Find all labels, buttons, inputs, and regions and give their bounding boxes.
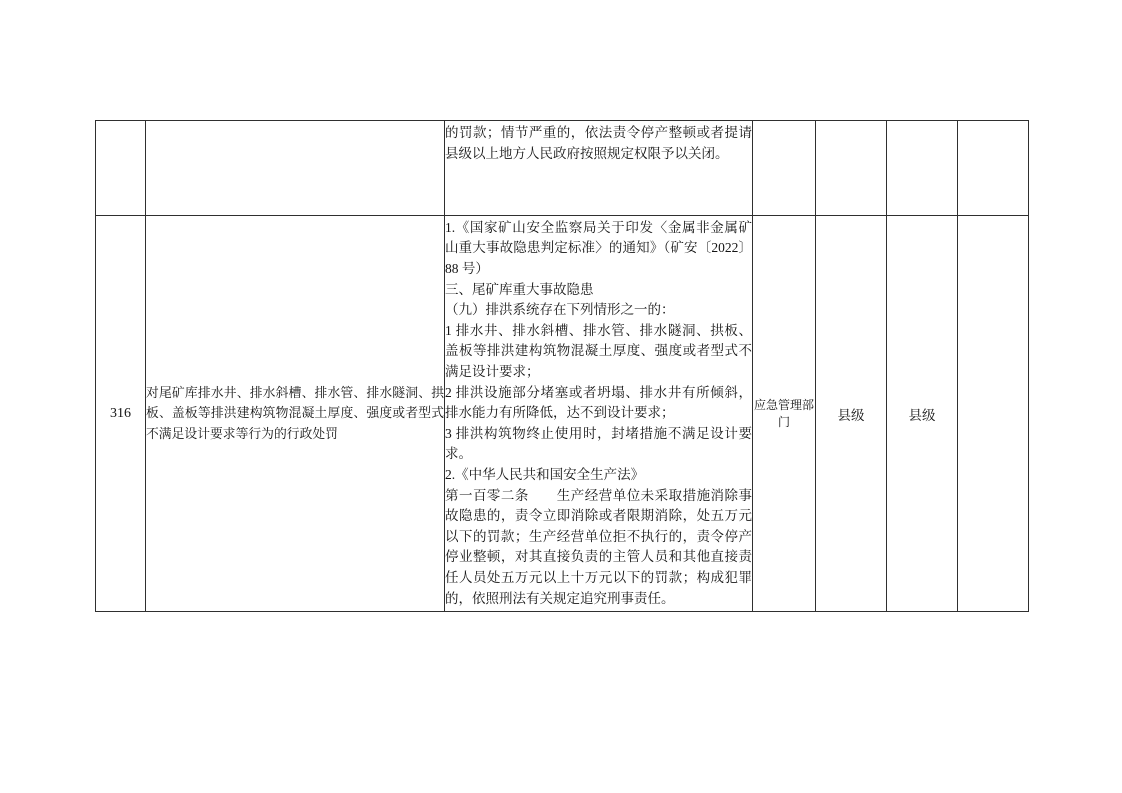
cell-level-a (816, 121, 887, 216)
cell-department: 应急管理部门 (753, 216, 816, 612)
cell-note (958, 121, 1029, 216)
table-row-continuation (96, 121, 1029, 216)
legal-basis-paragraph: （九）排洪系统存在下列情形之一的： (445, 302, 675, 318)
cell-legal-basis (445, 121, 753, 216)
legal-basis-paragraph: 1 排水井、排水斜槽、排水管、排水隧洞、拱板、盖板等排洪建构筑物混凝土厚度、强度或者型式不满足设计要求； (445, 322, 752, 380)
cell-row-id: 316 (96, 216, 146, 612)
legal-basis-paragraph: 第一百零二条 生产经营单位未采取措施消除事故隐患的，责令立即消除或者限期消除，处五万元以下的罚款；生产经营单位拒不执行的，责令停产停业整顿，对其直接负责的主管人员和其他直接责任人员处五万元以上十万元以下的罚款；构成犯罪的，依照刑法有关规定追究刑事责任。 (445, 487, 752, 606)
admin-penalty-table (95, 120, 1029, 612)
cell-note (958, 216, 1029, 612)
cell-level-a: 县级 (816, 216, 887, 612)
legal-basis-paragraph: 1.《国家矿山安全监察局关于印发〈金属非金属矿山重大事故隐患判定标准〉的通知》（矿安〔2022〕88 号） (445, 219, 752, 277)
cell-level-b: 县级 (887, 216, 958, 612)
legal-basis-paragraph: 2 排洪设施部分堵塞或者坍塌、排水井有所倾斜，排水能力有所降低，达不到设计要求； (445, 384, 752, 421)
cell-row-id (96, 121, 146, 216)
cell-item-name: 对尾矿库排水井、排水斜槽、排水管、排水隧洞、拱板、盖板等排洪建构筑物混凝土厚度、强度或者型式不满足设计要求等行为的行政处罚 (146, 216, 445, 612)
cell-department (753, 121, 816, 216)
cell-level-b (887, 121, 958, 216)
legal-basis-paragraph: 三、尾矿库重大事故隐患 (445, 281, 594, 297)
legal-basis-paragraph: 3 排洪构筑物终止使用时，封堵措施不满足设计要求。 (445, 425, 752, 462)
table-row-316 (96, 216, 1029, 612)
legal-basis-paragraph: 的罚款；情节严重的，依法责令停产整顿或者提请县级以上地方人民政府按照规定权限予以关闭。 (445, 125, 752, 161)
cell-item-name (146, 121, 445, 216)
cell-legal-basis (445, 216, 753, 612)
legal-basis-paragraph: 2.《中华人民共和国安全生产法》 (445, 466, 645, 482)
